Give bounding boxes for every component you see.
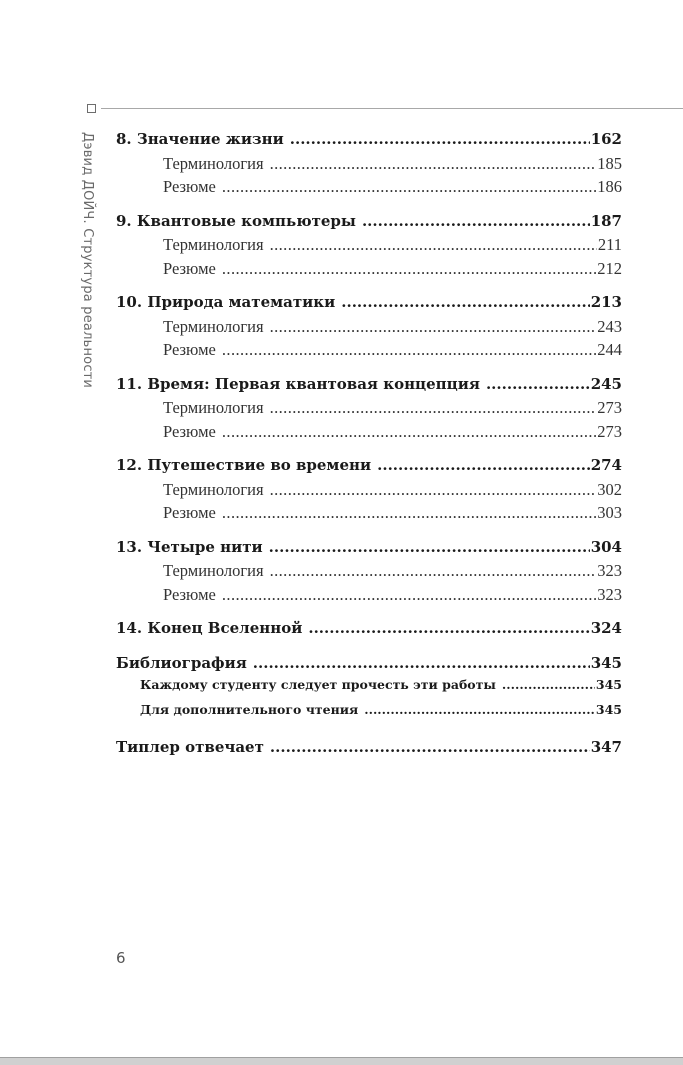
toc-page: 162 [590,130,622,148]
dot-leader [270,738,590,756]
dot-leader [377,456,590,474]
toc-page: 345 [595,677,622,692]
toc-title: Терминология [163,398,264,417]
running-head: Дэвид ДОЙЧ. Структура реальности [80,132,95,389]
toc-entry-ch8-terminology[interactable] [116,154,622,178]
toc-page: 245 [590,374,622,393]
toc-title: Резюме [163,340,216,359]
dot-leader [270,561,597,581]
toc-chapter-11[interactable] [116,375,622,399]
toc-title: Терминология [163,153,264,173]
dot-leader [290,130,590,148]
toc-title: Библиография [116,653,247,672]
toc-page: 345 [590,653,622,672]
toc-page: 211 [597,235,622,254]
toc-title: Терминология [163,316,264,336]
toc-page: 185 [597,153,622,173]
toc-entry-ch8-summary[interactable] [116,177,622,201]
dot-leader [222,340,596,360]
dot-leader [270,398,597,418]
toc-page: 302 [597,479,622,499]
toc-chapter-9[interactable] [116,212,622,236]
toc-page: 274 [590,456,622,474]
dot-leader [222,585,596,605]
toc-entry-ch13-summary[interactable] [116,585,622,609]
toc-page: 324 [590,619,622,637]
toc-title: Терминология [163,561,264,580]
toc-title: 11. Время: Первая квантовая концепция [116,374,480,393]
toc-chapter-14[interactable] [116,619,622,643]
header-rule [101,108,683,109]
dot-leader [222,177,596,197]
toc-title: Резюме [163,503,216,522]
toc-chapter-13[interactable] [116,538,622,562]
dot-leader [269,538,590,556]
toc-page: 347 [590,738,622,756]
dot-leader [253,654,590,672]
toc-page: 187 [590,211,622,230]
toc-entry-ch12-terminology[interactable] [116,480,622,504]
toc-title: Резюме [163,258,216,278]
dot-leader [222,503,596,523]
toc-entry-required-reading[interactable] [116,677,622,702]
toc-page: 212 [597,258,622,278]
page-number: 6 [116,949,126,967]
toc-entry-ch9-terminology[interactable] [116,235,622,259]
toc-page: 323 [597,584,622,604]
dot-leader [486,375,590,393]
toc-title: Типлер отвечает [116,738,264,756]
toc-bibliography[interactable] [116,654,622,678]
toc-title: 14. Конец Вселенной [116,619,303,637]
toc-title: 13. Четыре нити [116,537,263,556]
toc-page: 213 [590,293,622,311]
toc-title: 12. Путешествие во времени [116,456,372,474]
toc-page: 186 [597,177,622,196]
toc-title: Для дополнительного чтения [140,702,359,717]
toc-page: 303 [597,503,622,522]
toc-entry-ch13-terminology[interactable] [116,561,622,585]
toc-page: 323 [597,561,622,580]
toc-title: 8. Значение жизни [116,130,284,148]
dot-leader [222,422,596,442]
toc-page: 304 [590,537,622,556]
dot-leader [270,480,597,500]
dot-leader [364,702,595,717]
toc-chapter-12[interactable] [116,456,622,480]
toc-page: 244 [597,340,622,359]
toc-title: Резюме [163,177,216,196]
toc-title: 9. Квантовые компьютеры [116,211,356,230]
toc-entry-ch10-terminology[interactable] [116,317,622,341]
toc-entry-ch12-summary[interactable] [116,503,622,527]
dot-leader [308,619,589,637]
dot-leader [270,317,597,337]
table-of-contents [116,130,622,762]
toc-title: Каждому студенту следует прочесть эти работы [140,677,496,692]
header-square-mark [87,104,96,113]
toc-tipler-responds[interactable] [116,738,622,762]
toc-entry-ch11-terminology[interactable] [116,398,622,422]
toc-entry-ch10-summary[interactable] [116,340,622,364]
dot-leader [270,154,597,174]
dot-leader [341,293,589,311]
toc-page: 273 [597,398,622,417]
toc-entry-ch9-summary[interactable] [116,259,622,283]
toc-title: Терминология [163,235,264,254]
toc-chapter-10[interactable] [116,293,622,317]
dot-leader [502,677,595,692]
toc-title: Терминология [163,479,264,499]
toc-page: 243 [597,316,622,336]
dot-leader [270,235,597,255]
toc-title: Резюме [163,421,216,441]
toc-page: 273 [597,421,622,441]
toc-entry-further-reading[interactable] [116,702,622,727]
toc-title: 10. Природа математики [116,293,336,311]
dot-leader [362,212,590,230]
toc-entry-ch11-summary[interactable] [116,422,622,446]
dot-leader [222,259,596,279]
toc-title: Резюме [163,584,216,604]
toc-page: 345 [595,702,622,717]
toc-chapter-8[interactable] [116,130,622,154]
